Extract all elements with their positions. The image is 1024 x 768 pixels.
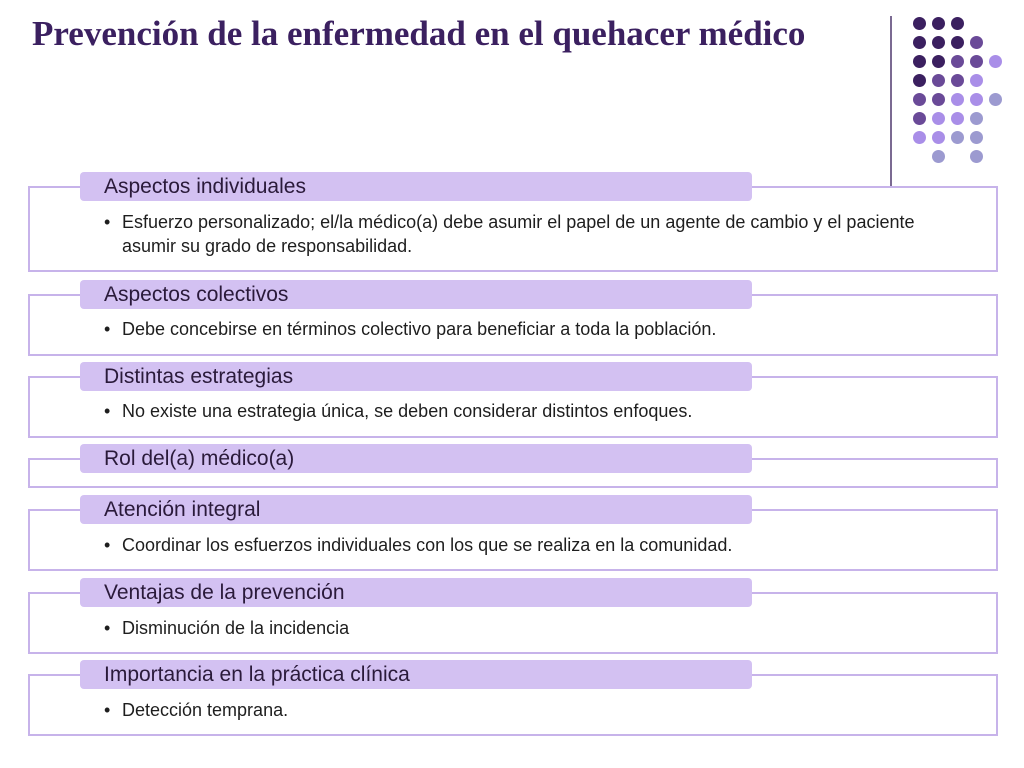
section-bullet <box>104 698 934 722</box>
section-heading: Aspectos colectivos <box>80 280 752 309</box>
decorative-dot <box>913 36 926 49</box>
decorative-dot <box>932 17 945 30</box>
decorative-dot <box>913 93 926 106</box>
bullet-icon: • <box>104 700 111 720</box>
section-bullet <box>104 210 934 258</box>
section-heading: Atención integral <box>80 495 752 524</box>
decorative-dot <box>989 93 1002 106</box>
decorative-dot <box>970 150 983 163</box>
bullet-icon: • <box>104 212 111 232</box>
decorative-dot <box>951 93 964 106</box>
bullet-icon: • <box>104 319 111 339</box>
decorative-dot <box>913 131 926 144</box>
section-heading: Aspectos individuales <box>80 172 752 201</box>
decorative-dot <box>913 55 926 68</box>
decorative-dot <box>951 55 964 68</box>
decorative-dot <box>913 74 926 87</box>
decorative-dot <box>932 112 945 125</box>
decorative-dot <box>989 55 1002 68</box>
decorative-dot <box>913 17 926 30</box>
decorative-dot <box>932 74 945 87</box>
bullet-text: Coordinar los esfuerzos individuales con los que se realiza en la comunidad. <box>122 535 733 555</box>
section-heading: Rol del(a) médico(a) <box>80 444 752 473</box>
decorative-dot <box>951 131 964 144</box>
section-heading: Distintas estrategias <box>80 362 752 391</box>
section-heading: Importancia en la práctica clínica <box>80 660 752 689</box>
decorative-dot <box>932 150 945 163</box>
bullet-text: Disminución de la incidencia <box>122 618 350 638</box>
section-bullet <box>104 399 934 423</box>
slide-title: Prevención de la enfermedad en el quehacer médico <box>32 14 806 53</box>
section-bullet <box>104 533 934 557</box>
decorative-dot <box>932 93 945 106</box>
decorative-dot <box>970 36 983 49</box>
section-bullet <box>104 317 934 341</box>
decorative-dot <box>951 36 964 49</box>
decorative-dot <box>970 112 983 125</box>
section-bullet <box>104 616 934 640</box>
decorative-dot <box>970 93 983 106</box>
decorative-dot <box>951 17 964 30</box>
decorative-dot <box>951 74 964 87</box>
decorative-dot-grid <box>0 0 1024 180</box>
decorative-dot <box>913 112 926 125</box>
bullet-text: Debe concebirse en términos colectivo para beneficiar a toda la población. <box>122 319 717 339</box>
section-heading: Ventajas de la prevención <box>80 578 752 607</box>
bullet-icon: • <box>104 401 111 421</box>
bullet-icon: • <box>104 535 111 555</box>
decorative-dot <box>932 36 945 49</box>
bullet-icon: • <box>104 618 111 638</box>
bullet-text: No existe una estrategia única, se deben considerar distintos enfoques. <box>122 401 693 421</box>
decorative-dot <box>970 55 983 68</box>
decorative-dot <box>970 131 983 144</box>
decorative-dot <box>932 131 945 144</box>
decorative-dot <box>951 112 964 125</box>
bullet-text: Detección temprana. <box>122 700 289 720</box>
decorative-dot <box>932 55 945 68</box>
bullet-text: Esfuerzo personalizado; el/la médico(a) debe asumir el papel de un agente de cambio y el paciente asumir su grado de responsabilidad. <box>122 212 915 256</box>
decorative-dot <box>970 74 983 87</box>
